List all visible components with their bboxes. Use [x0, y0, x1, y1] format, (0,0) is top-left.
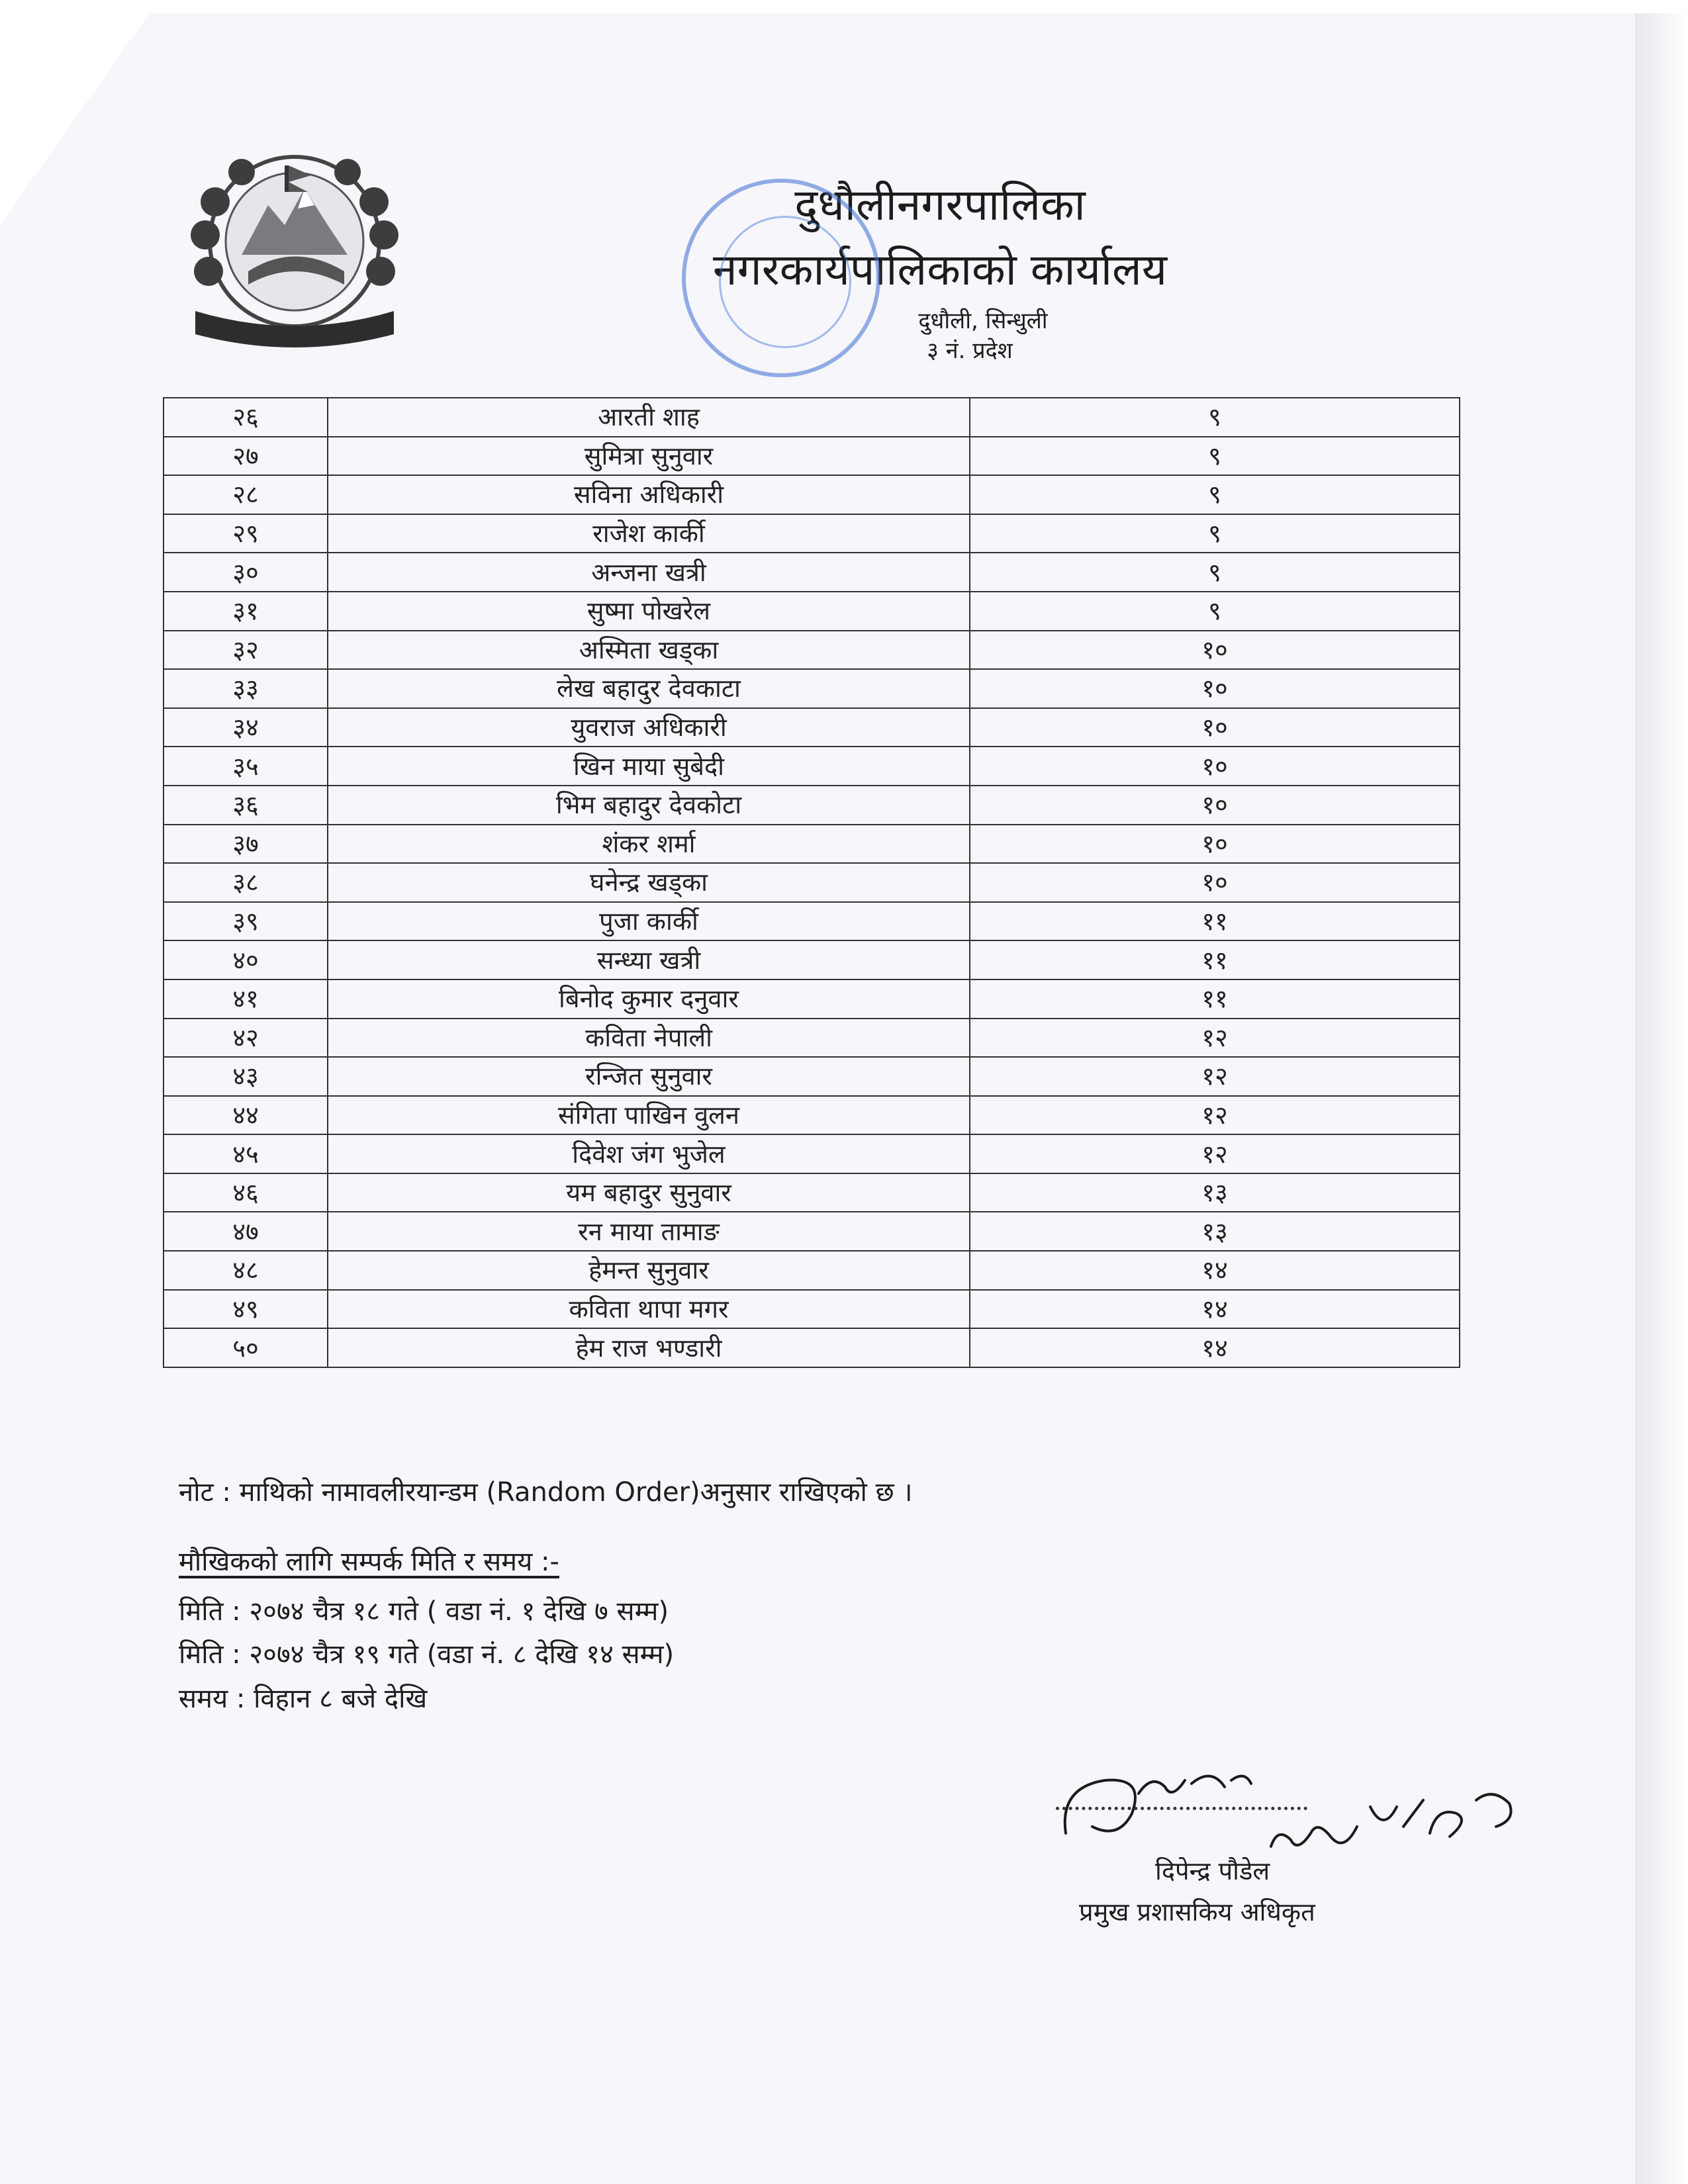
signature-dotted-line — [1056, 1807, 1307, 1810]
row-serial-number: ३८ — [164, 863, 328, 902]
row-candidate-name: सुमित्रा सुनुवार — [328, 437, 970, 476]
table-row — [164, 863, 1460, 902]
table-row — [164, 631, 1460, 670]
row-ward-number: १२ — [970, 1019, 1460, 1058]
row-ward-number: ११ — [970, 902, 1460, 941]
office-stamp — [682, 179, 880, 377]
row-ward-number: १० — [970, 786, 1460, 825]
row-ward-number: १० — [970, 708, 1460, 747]
row-ward-number: ९ — [970, 592, 1460, 631]
row-candidate-name: आरती शाह — [328, 398, 970, 437]
office-stamp-inner-ring — [719, 216, 851, 348]
table-row — [164, 979, 1460, 1019]
row-candidate-name: हेम राज भण्डारी — [328, 1328, 970, 1367]
row-ward-number: १२ — [970, 1134, 1460, 1173]
row-serial-number: ४७ — [164, 1212, 328, 1251]
row-candidate-name: संगिता पाखिन वुलन — [328, 1096, 970, 1135]
table-row — [164, 553, 1460, 592]
row-serial-number: ४६ — [164, 1173, 328, 1212]
table-row — [164, 475, 1460, 514]
row-candidate-name: सविना अधिकारी — [328, 475, 970, 514]
row-serial-number: २६ — [164, 398, 328, 437]
row-ward-number: १४ — [970, 1251, 1460, 1290]
table-row — [164, 1251, 1460, 1290]
table-row — [164, 1290, 1460, 1329]
row-ward-number: १० — [970, 747, 1460, 786]
row-ward-number: ११ — [970, 979, 1460, 1019]
table-row — [164, 1134, 1460, 1173]
row-candidate-name: पुजा कार्की — [328, 902, 970, 941]
row-serial-number: ५० — [164, 1328, 328, 1367]
office-title: नगरकार्यपालिकाको कार्यालय — [713, 244, 1167, 295]
row-candidate-name: भिम बहादुर देवकोटा — [328, 786, 970, 825]
row-candidate-name: शंकर शर्मा — [328, 825, 970, 864]
row-candidate-name: लेख बहादुर देवकाटा — [328, 669, 970, 708]
row-serial-number: ४४ — [164, 1096, 328, 1135]
row-ward-number: १४ — [970, 1290, 1460, 1329]
row-ward-number: १४ — [970, 1328, 1460, 1367]
row-ward-number: १० — [970, 669, 1460, 708]
row-serial-number: २९ — [164, 514, 328, 553]
row-candidate-name: रन माया तामाङ — [328, 1212, 970, 1251]
table-row — [164, 1212, 1460, 1251]
row-ward-number: १३ — [970, 1212, 1460, 1251]
row-ward-number: १० — [970, 825, 1460, 864]
row-candidate-name: सन्ध्या खत्री — [328, 940, 970, 979]
row-ward-number: ९ — [970, 514, 1460, 553]
interview-date-2: मिति : २०७४ चैत्र १९ गते (वडा नं. ८ देखि १४ सम्म) — [179, 1639, 675, 1670]
row-serial-number: २८ — [164, 475, 328, 514]
row-serial-number: ३६ — [164, 786, 328, 825]
table-row — [164, 514, 1460, 553]
interview-date-1: मिति : २०७४ चैत्र १८ गते ( वडा नं. १ देखि ७ सम्म) — [179, 1596, 669, 1627]
row-ward-number: ११ — [970, 940, 1460, 979]
row-candidate-name: अन्जना खत्री — [328, 553, 970, 592]
table-row — [164, 786, 1460, 825]
signatory-name: दिपेन्द्र पौडेल — [1155, 1856, 1270, 1886]
random-order-note: नोट : माथिको नामावलीरयान्डम (Random Order)अनुसार राखिएको छ । — [179, 1477, 913, 1508]
row-ward-number: ९ — [970, 475, 1460, 514]
table-row — [164, 1096, 1460, 1135]
row-candidate-name: यम बहादुर सुनुवार — [328, 1173, 970, 1212]
table-row — [164, 398, 1460, 437]
row-serial-number: ४० — [164, 940, 328, 979]
row-ward-number: ९ — [970, 553, 1460, 592]
row-ward-number: १० — [970, 863, 1460, 902]
office-region: ३ नं. प्रदेश — [927, 338, 1013, 364]
row-serial-number: ४८ — [164, 1251, 328, 1290]
row-ward-number: ९ — [970, 437, 1460, 476]
row-candidate-name: युवराज अधिकारी — [328, 708, 970, 747]
municipality-title: दुधौलीनगरपालिका — [794, 179, 1086, 230]
row-serial-number: ३० — [164, 553, 328, 592]
office-address: दुधौली, सिन्धुली — [918, 308, 1048, 334]
row-serial-number: ३२ — [164, 631, 328, 670]
row-candidate-name: हेमन्त सुनुवार — [328, 1251, 970, 1290]
row-candidate-name: कविता थापा मगर — [328, 1290, 970, 1329]
table-row — [164, 1057, 1460, 1096]
row-candidate-name: खिन माया सुबेदी — [328, 747, 970, 786]
table-row — [164, 902, 1460, 941]
row-candidate-name: रन्जित सुनुवार — [328, 1057, 970, 1096]
row-candidate-name: बिनोद कुमार दनुवार — [328, 979, 970, 1019]
row-ward-number: १२ — [970, 1057, 1460, 1096]
handwritten-signature — [1053, 1747, 1529, 1873]
table-row — [164, 825, 1460, 864]
table-row — [164, 437, 1460, 476]
row-candidate-name: राजेश कार्की — [328, 514, 970, 553]
row-ward-number: ९ — [970, 398, 1460, 437]
row-candidate-name: कविता नेपाली — [328, 1019, 970, 1058]
interview-heading: मौखिकको लागि सम्पर्क मिति र समय :- — [179, 1547, 559, 1577]
table-row — [164, 1173, 1460, 1212]
row-serial-number: ४१ — [164, 979, 328, 1019]
row-ward-number: १० — [970, 631, 1460, 670]
row-serial-number: ४३ — [164, 1057, 328, 1096]
candidate-table-body — [164, 398, 1460, 1367]
table-row — [164, 1328, 1460, 1367]
row-candidate-name: दिवेश जंग भुजेल — [328, 1134, 970, 1173]
row-serial-number: ३१ — [164, 592, 328, 631]
row-serial-number: २७ — [164, 437, 328, 476]
row-serial-number: ३५ — [164, 747, 328, 786]
interview-time: समय : विहान ८ बजे देखि — [179, 1684, 428, 1714]
candidate-table — [163, 397, 1460, 1368]
row-serial-number: ३९ — [164, 902, 328, 941]
row-serial-number: ४५ — [164, 1134, 328, 1173]
table-row — [164, 708, 1460, 747]
row-candidate-name: घनेन्द्र खड्का — [328, 863, 970, 902]
row-serial-number: ३७ — [164, 825, 328, 864]
row-candidate-name: सुष्मा पोखरेल — [328, 592, 970, 631]
row-serial-number: ४२ — [164, 1019, 328, 1058]
row-serial-number: ३३ — [164, 669, 328, 708]
table-row — [164, 747, 1460, 786]
table-row — [164, 669, 1460, 708]
row-ward-number: १३ — [970, 1173, 1460, 1212]
table-row — [164, 940, 1460, 979]
table-row — [164, 1019, 1460, 1058]
table-row — [164, 592, 1460, 631]
signatory-title: प्रमुख प्रशासकिय अधिकृत — [1079, 1897, 1315, 1927]
row-serial-number: ४९ — [164, 1290, 328, 1329]
row-ward-number: १२ — [970, 1096, 1460, 1135]
row-candidate-name: अस्मिता खड्का — [328, 631, 970, 670]
row-serial-number: ३४ — [164, 708, 328, 747]
